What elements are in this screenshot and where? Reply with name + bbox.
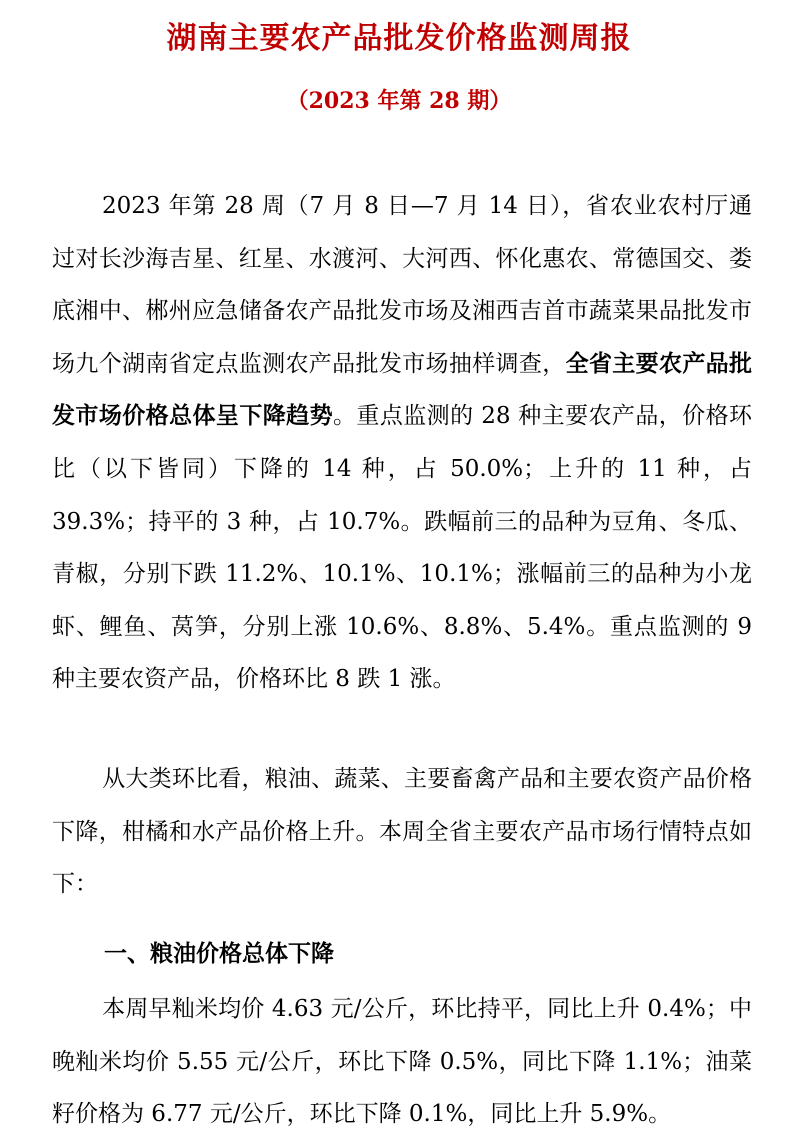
category-paragraph — [52, 753, 752, 911]
summary-rest: 。重点监测的 28 种主要农产品，价格环比（以下皆同）下降的 14 种，占 50.0%；上升的 11 种，占 39.3%；持平的 3 种，占 10.7%。跌幅前三的品种为豆角、冬瓜、青椒，分别下跌 11.2%、10.1%、10.1%；涨幅前三的品种为小龙虾、鲤鱼、莴笋，分别上涨 10.6%、8.8%、5.4%。重点监测的 9 种主要农资产品，价格环比 8 跌 1 涨。 — [52, 403, 753, 693]
summary-paragraph — [52, 180, 752, 706]
grain-oil-paragraph — [52, 983, 752, 1141]
report-title: 湖南主要农产品批发价格监测周报 — [166, 21, 632, 56]
summary-emphasis: 全省主要农产品批发市场价格总体呈下降趋势 — [52, 349, 753, 430]
grain-oil-text: 本周早籼米均价 4.63 元/公斤，环比持平，同比上升 0.4%；中晚籼米均价 5.55 元/公斤，环比下降 0.5%，同比下降 1.1%；油菜籽价格为 6.77 元/公斤，环比下降 0.1%，同比上升 5.9%。 — [52, 996, 752, 1128]
report-issue: （2023 年第 28 期） — [286, 88, 512, 114]
summary-intro: 2023 年第 28 周（7 月 8 日—7 月 14 日），省农业农村厅通过对长沙海吉星、红星、水渡河、大河西、怀化惠农、常德国交、娄底湘中、郴州应急储备农产品批发市场及湘西吉首市蔬菜果品批发市场九个湖南省定点监测农产品批发市场抽样调查， — [52, 193, 752, 377]
section-heading-grain-oil: 一、粮油价格总体下降 — [104, 941, 334, 967]
category-text: 从大类环比看，粮油、蔬菜、主要畜禽产品和主要农资产品价格下降，柑橘和水产品价格上升。本周全省主要农产品市场行情特点如下： — [52, 766, 752, 898]
